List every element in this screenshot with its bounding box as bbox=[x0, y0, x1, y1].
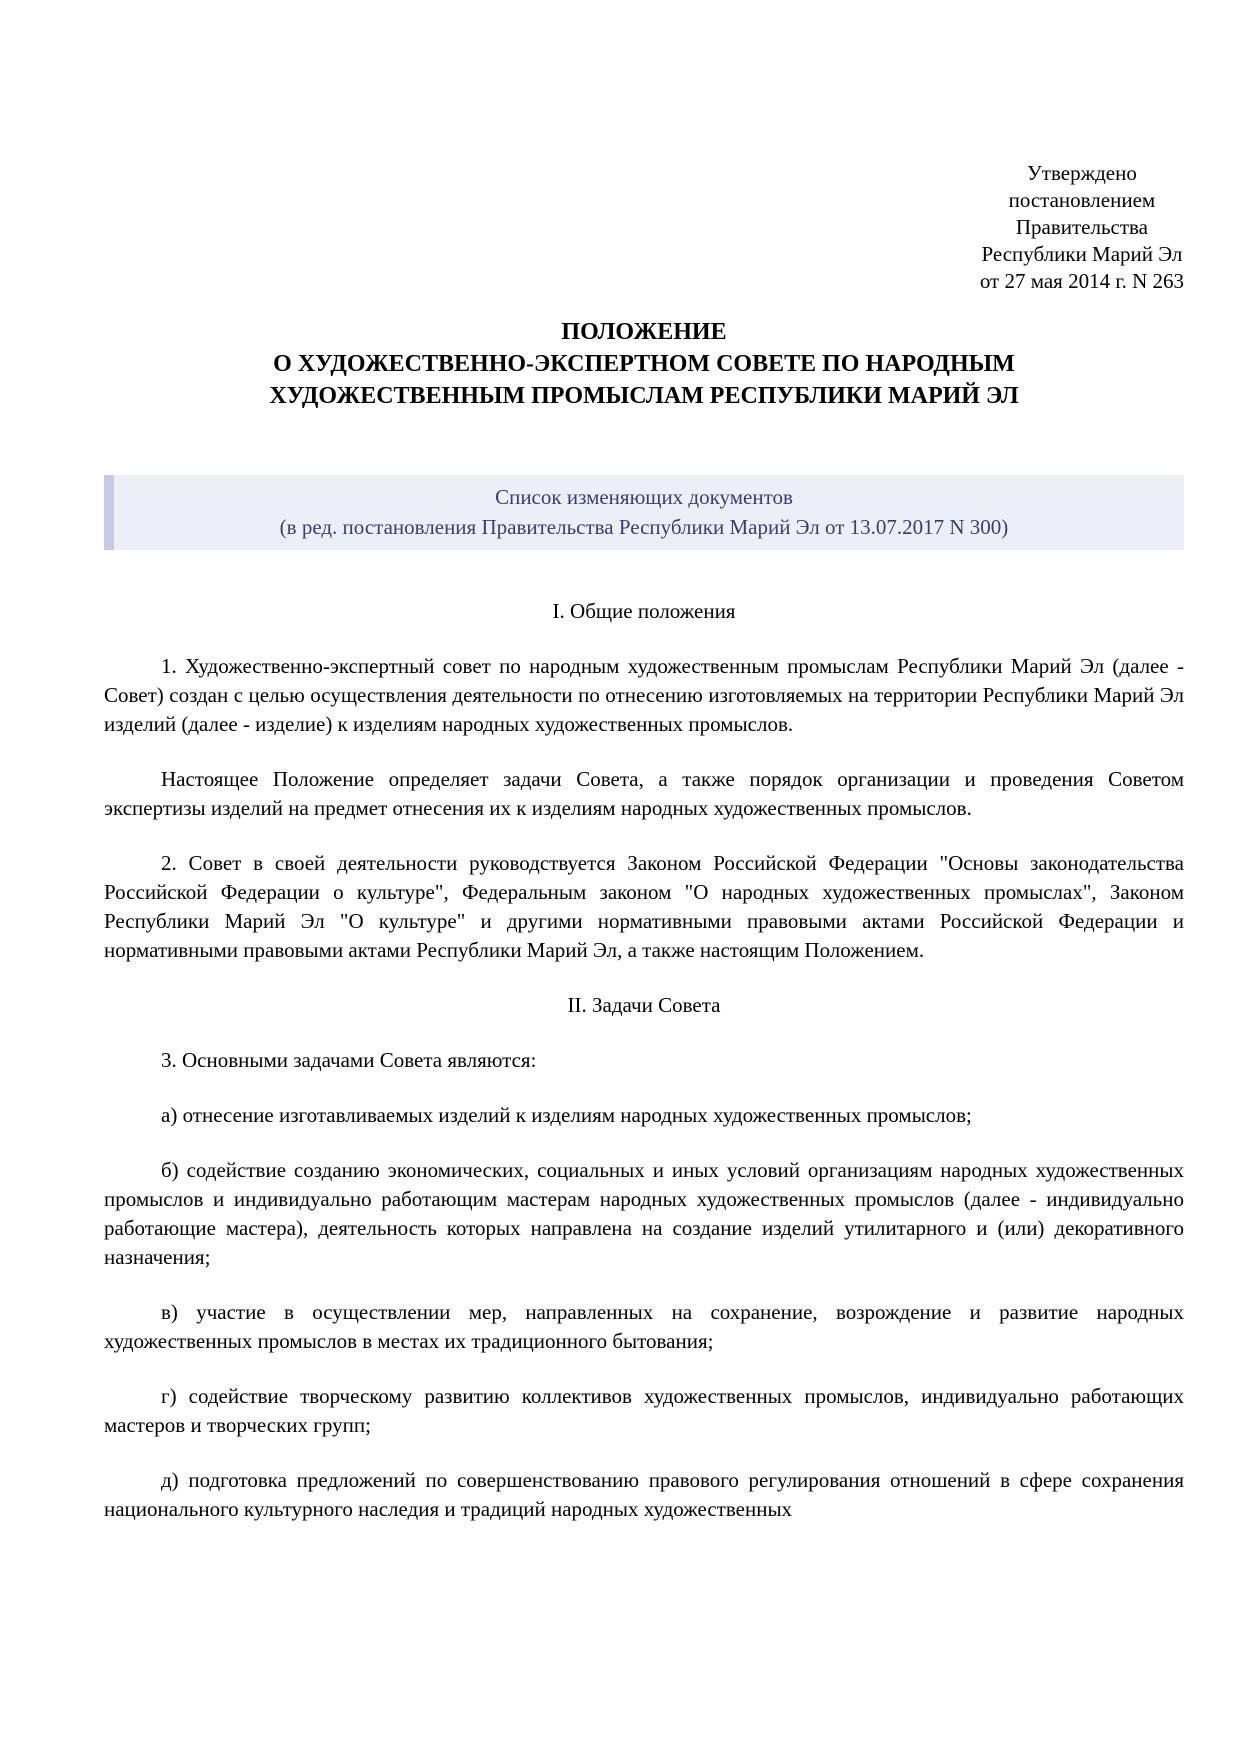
approval-line: от 27 мая 2014 г. N 263 bbox=[979, 269, 1184, 293]
paragraph-item-a: а) отнесение изготавливаемых изделий к изделиям народных художественных промыслов; bbox=[161, 1103, 972, 1127]
approval-line: Республики Марий Эл bbox=[981, 242, 1183, 266]
approval-line: Правительства bbox=[1015, 215, 1148, 239]
approval-block bbox=[980, 160, 1184, 295]
paragraph-item-v: в) участие в осуществлении мер, направленных на сохранение, возрождение и развитие народных художественных промыслов в местах их традиционного бытования; bbox=[104, 1300, 1184, 1353]
document-title-line: О ХУДОЖЕСТВЕННО-ЭКСПЕРТНОМ СОВЕТЕ ПО НАРОДНЫМ bbox=[273, 351, 1015, 377]
paragraph: 1. Художественно-экспертный совет по народным художественным промыслам Республики Марий Эл (далее - Совет) создан с целью осуществления деятельности по отнесению изготовляемых на территории Республики Марий Эл изделий (далее - изделие) к изделиям народных художественных промыслов. bbox=[104, 654, 1184, 736]
paragraph: 2. Совет в своей деятельности руководствуется Законом Российской Федерации "Основы законодательства Российской Федерации о культуре", Федеральным законом "О народных художественных промыслах", Законом Республики Марий Эл "О культуре" и другими нормативными правовыми актами Российской Федерации и нормативными правовыми актами Республики Марий Эл, а также настоящим Положением. bbox=[104, 851, 1184, 962]
section-heading-general-provisions: I. Общие положения bbox=[552, 599, 736, 623]
approval-line: Утверждено bbox=[1026, 161, 1137, 185]
approval-block-wrapper bbox=[104, 160, 1184, 295]
document-title-line: ХУДОЖЕСТВЕННЫМ ПРОМЫСЛАМ РЕСПУБЛИКИ МАРИЙ ЭЛ bbox=[269, 383, 1019, 409]
document-title bbox=[104, 316, 1184, 412]
amending-documents-box bbox=[104, 475, 1184, 550]
amending-documents-caption: Список изменяющих документов bbox=[495, 485, 793, 509]
paragraph-item-g: г) содействие творческому развитию коллективов художественных промыслов, индивидуально работающих мастеров и творческих групп; bbox=[104, 1384, 1184, 1437]
amending-documents-edition: (в ред. постановления Правительства Республики Марий Эл от 13.07.2017 N 300) bbox=[279, 515, 1009, 539]
paragraph: 3. Основными задачами Совета являются: bbox=[161, 1048, 537, 1072]
paragraph-item-d: д) подготовка предложений по совершенствованию правового регулирования отношений в сфере сохранения национального культурного наследия и традиций народных художественных bbox=[104, 1468, 1184, 1521]
paragraph: Настоящее Положение определяет задачи Совета, а также порядок организации и проведения Советом экспертизы изделий на предмет отнесения их к изделиям народных художественных промыслов. bbox=[104, 767, 1184, 820]
document-title-line: ПОЛОЖЕНИЕ bbox=[561, 319, 727, 345]
approval-line: постановлением bbox=[1008, 188, 1156, 212]
section-heading-council-tasks: II. Задачи Совета bbox=[567, 993, 721, 1017]
paragraph-item-b: б) содействие созданию экономических, социальных и иных условий организациям народных художественных промыслов и индивидуально работающим мастерам народных художественных промыслов (далее - индивидуально работающие мастера), деятельность которых направлена на создание изделий утилитарного и (или) декоративного назначения; bbox=[104, 1158, 1184, 1269]
